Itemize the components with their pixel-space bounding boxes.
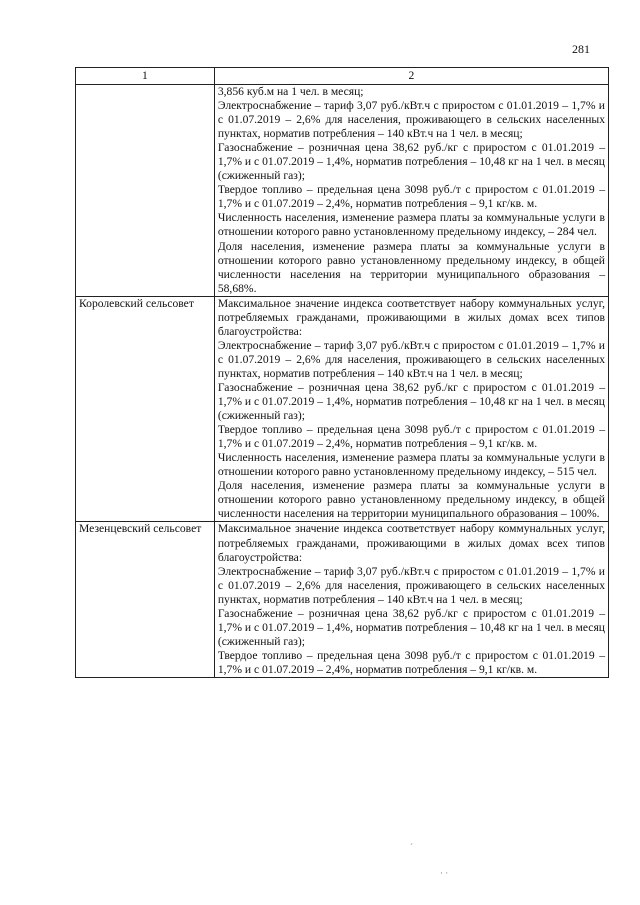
paragraph: Твердое топливо – предельная цена 3098 руб./т с приростом с 01.01.2019 – 1,7% и с 01.07.2019 – 2,4%, норматив потребления – 9,1 кг/кв. м. <box>217 648 605 676</box>
paragraph: Доля населения, изменение размера платы за коммунальные услуги в отношении которого равно установленному предельному индексу, в общей численности населения на территории муниципального образования – 58,68%. <box>217 239 605 295</box>
page-number: 281 <box>572 42 590 56</box>
paragraph: Максимальное значение индекса соответствует набору коммунальных услуг, потребляемых гражданами, проживающими в жилых домах всех типов благоустройства: <box>217 296 605 338</box>
scan-speck: · · <box>440 868 449 878</box>
paragraph: 3,856 куб.м на 1 чел. в месяц; <box>217 85 364 98</box>
column-header-2: 2 <box>214 68 608 85</box>
document-table <box>75 67 609 678</box>
table-header-row <box>76 68 609 85</box>
municipality-cell: Мезенцевский сельсовет <box>76 522 215 678</box>
description-cell <box>214 296 608 522</box>
paragraph: Численность населения, изменение размера платы за коммунальные услуги в отношении которого равно установленному предельному индексу, – 515 чел. <box>217 451 605 479</box>
description-cell <box>214 85 608 297</box>
table-row <box>76 85 609 297</box>
paragraph: Газоснабжение – розничная цена 38,62 руб./кг с приростом с 01.01.2019 – 1,7% и с 01.07.2019 – 1,4%, норматив потребления – 10,48 кг на 1 чел. в месяц (сжиженный газ); <box>217 141 605 183</box>
municipality-cell: Королевский сельсовет <box>76 296 215 522</box>
paragraph: Численность населения, изменение размера платы за коммунальные услуги в отношении которого равно установленному предельному индексу, – 284 чел. <box>217 211 605 239</box>
paragraph: Электроснабжение – тариф 3,07 руб./кВт.ч с приростом с 01.01.2019 – 1,7% и с 01.07.2019 – 2,6% для населения, проживающего в сельских населенных пунктах, норматив потребления – 140 кВт.ч на 1 чел. в месяц; <box>217 338 605 380</box>
paragraph: Твердое топливо – предельная цена 3098 руб./т с приростом с 01.01.2019 – 1,7% и с 01.07.2019 – 2,4%, норматив потребления – 9,1 кг/кв. м. <box>217 423 605 451</box>
paragraph: Твердое топливо – предельная цена 3098 руб./т с приростом с 01.01.2019 – 1,7% и с 01.07.2019 – 2,4%, норматив потребления – 9,1 кг/кв. м. <box>217 183 605 211</box>
paragraph: Электроснабжение – тариф 3,07 руб./кВт.ч с приростом с 01.01.2019 – 1,7% и с 01.07.2019 – 2,6% для населения, проживающего в сельских населенных пунктах, норматив потребления – 140 кВт.ч на 1 чел. в месяц; <box>217 564 605 606</box>
description-cell <box>214 522 608 678</box>
table-row <box>76 522 609 678</box>
municipality-cell <box>76 85 215 297</box>
paragraph: Максимальное значение индекса соответствует набору коммунальных услуг, потребляемых гражданами, проживающими в жилых домах всех типов благоустройства: <box>217 522 605 564</box>
table-row <box>76 296 609 522</box>
paragraph: Газоснабжение – розничная цена 38,62 руб./кг с приростом с 01.01.2019 – 1,7% и с 01.07.2019 – 1,4%, норматив потребления – 10,48 кг на 1 чел. в месяц (сжиженный газ); <box>217 606 605 648</box>
paragraph: Электроснабжение – тариф 3,07 руб./кВт.ч с приростом с 01.01.2019 – 1,7% и с 01.07.2019 – 2,6% для населения, проживающего в сельских населенных пунктах, норматив потребления – 140 кВт.ч на 1 чел. в месяц; <box>217 99 605 141</box>
paragraph: Доля населения, изменение размера платы за коммунальные услуги в отношении которого равно установленному предельному индексу, в общей численности населения на территории муниципального образования – 100%. <box>217 479 605 521</box>
scan-speck: ˊ <box>410 842 413 852</box>
paragraph: Газоснабжение – розничная цена 38,62 руб./кг с приростом с 01.01.2019 – 1,7% и с 01.07.2019 – 1,4%, норматив потребления – 10,48 кг на 1 чел. в месяц (сжиженный газ); <box>217 380 605 423</box>
column-header-1: 1 <box>76 68 215 85</box>
